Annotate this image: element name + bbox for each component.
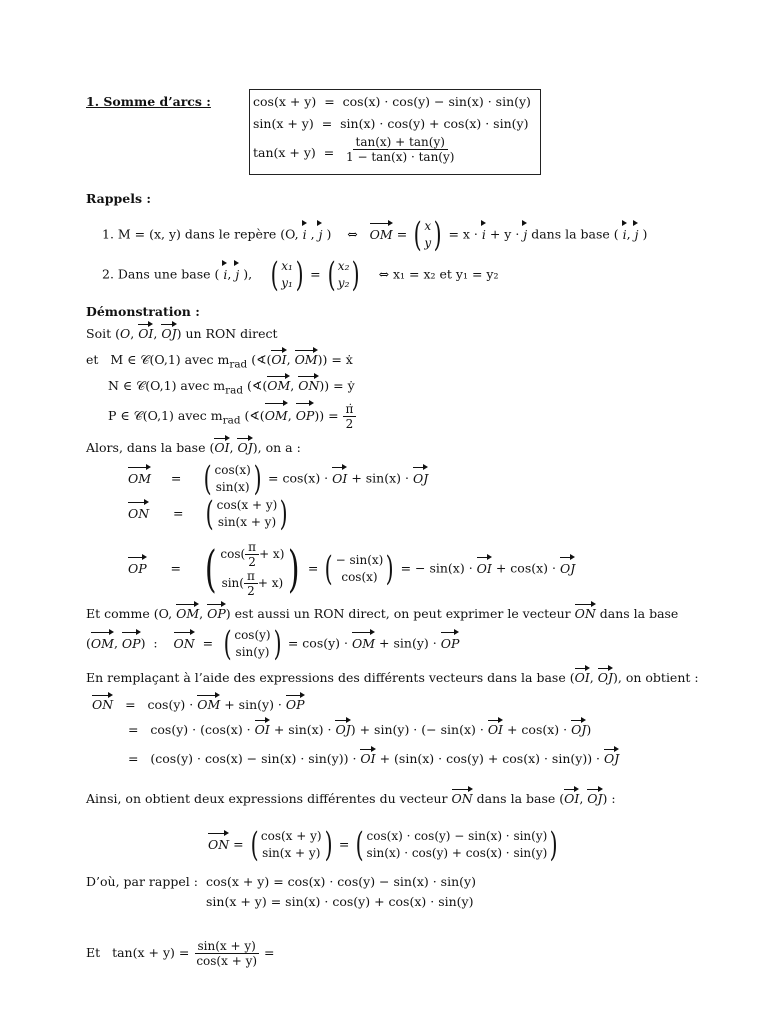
vec-oi: OI bbox=[574, 670, 590, 685]
r2d: + sin(y) · bbox=[359, 722, 418, 737]
vec-j: j bbox=[319, 225, 323, 245]
vec-om: OM bbox=[267, 378, 291, 393]
dou-l1: cos(x + y) = cos(x) · cos(y) − sin(x) · sin(y) bbox=[206, 874, 476, 889]
r1: cos(y) · bbox=[147, 697, 194, 712]
rappels-title: Rappels : bbox=[86, 191, 151, 206]
rad: rad bbox=[222, 414, 241, 427]
r1d: = x · bbox=[448, 226, 478, 242]
r2b: cos(x) · bbox=[204, 722, 251, 737]
rem-row1: ON = cos(y) · OM + sin(y) · OP bbox=[92, 697, 305, 712]
r1b: ) bbox=[326, 226, 332, 242]
vec-op: OP bbox=[122, 634, 141, 654]
demo-title: Démonstration : bbox=[86, 304, 200, 319]
m-val: = ẋ bbox=[331, 352, 353, 367]
op-eq: OP = ( cos( $\frac{\pi}{2}$ + x) sin( $\frac{\pi}{2}$ + x) ) = ( − sin(x) cos(x) ) = − sin(x) · OI + cos(x) · OJ bbox=[128, 540, 576, 598]
c2a: : bbox=[153, 635, 158, 651]
c2d: + sin(y) · bbox=[379, 635, 437, 651]
alors-line: Alors, dans la base (OI, OJ), on a : bbox=[86, 440, 301, 455]
vec-on: ON bbox=[451, 791, 473, 806]
om-eq: OM = ( cos(x) sin(x) ) = cos(x) · OI + sin(x) · OJ bbox=[128, 459, 429, 499]
vec-j: j bbox=[235, 265, 239, 285]
f3-lhs: tan(x + y) bbox=[253, 145, 316, 160]
vec-oj: OJ bbox=[604, 751, 620, 766]
soit-line: Soit (O, OI, OJ) un RON direct bbox=[86, 326, 278, 341]
vec-oj: OJ bbox=[335, 722, 351, 737]
vec-om: OM bbox=[197, 697, 221, 712]
p-den: 2 bbox=[345, 417, 354, 431]
vec-om: OM bbox=[128, 469, 151, 489]
cell: sin(y) bbox=[235, 645, 270, 659]
vec-oi: OI bbox=[214, 440, 230, 455]
vec-op: OP bbox=[296, 405, 315, 427]
rad: rad bbox=[229, 358, 248, 371]
vec-om: OM bbox=[265, 405, 288, 427]
cell-x: x bbox=[424, 219, 432, 233]
final-num: sin(x + y) bbox=[195, 939, 259, 954]
r2c: ⇔ x₁ = x₂ et y₁ = y₂ bbox=[378, 266, 499, 282]
vec-on: ON bbox=[128, 504, 149, 524]
ainsi-text: Ainsi, on obtient deux expressions différentes du vecteur ON dans la base (OI, OJ) : bbox=[86, 791, 616, 806]
om-rhs2: + sin(x) · bbox=[351, 470, 409, 486]
op-rhs2: + cos(x) · bbox=[495, 560, 556, 576]
comma: , bbox=[310, 226, 315, 242]
vec-oi: OI bbox=[487, 722, 503, 737]
r2e: − sin(x) · bbox=[426, 722, 484, 737]
p-text: P ∈ 𝒞(O,1) avec m bbox=[108, 408, 223, 423]
vec-oj: OJ bbox=[597, 670, 613, 685]
r1g: ) bbox=[642, 226, 648, 242]
vec-j: j bbox=[635, 225, 639, 245]
vec-op: OP bbox=[207, 606, 226, 621]
section-title: 1. Somme d’arcs : bbox=[86, 94, 211, 109]
vec-oi: OI bbox=[564, 791, 580, 806]
vec-oj: OJ bbox=[587, 791, 603, 806]
cell: sin(x) bbox=[215, 480, 250, 494]
cell: − sin(x) bbox=[335, 553, 384, 567]
cell: cos(x + y) bbox=[260, 829, 322, 843]
rappel-item-2: 2. Dans une base ( i, j ), ( x₁ y₁ ) = ( x₂ y₂ ) ⇔ x₁ = x₂ et y₁ = y₂ bbox=[102, 255, 499, 295]
cell-x2: x₂ bbox=[337, 259, 350, 273]
vec-on: ON bbox=[174, 634, 195, 654]
cell: cos(y) bbox=[234, 628, 271, 642]
vec-oj: OJ bbox=[237, 440, 253, 455]
vec-om: OM bbox=[370, 225, 393, 245]
comme-line2: (OM, OP) : ON = ( cos(y) sin(y) ) = cos(y) · OM + sin(y) · OP bbox=[86, 624, 460, 664]
vec-om: OM bbox=[352, 634, 375, 654]
vec-oi: OI bbox=[477, 559, 492, 579]
cell: cos( $\frac{\pi}{2}$ + x) bbox=[220, 540, 285, 569]
cell-y2: y₂ bbox=[337, 276, 350, 290]
final-lhs: tan(x + y) = bbox=[112, 945, 190, 960]
r1b: + sin(y) · bbox=[224, 697, 282, 712]
c1a: Et comme (O, bbox=[86, 606, 173, 621]
comme-line1: Et comme (O, OM, OP) est aussi un RON direct, on peut exprimer le vecteur ON dans la base bbox=[86, 606, 679, 621]
vec-oi: OI bbox=[271, 352, 287, 367]
vec-j: j bbox=[523, 225, 527, 245]
dou-label: D’où, par rappel : bbox=[86, 874, 198, 889]
vec-oi: OI bbox=[138, 326, 154, 341]
vec-om: OM bbox=[294, 352, 318, 367]
alors: Alors, dans la base bbox=[86, 440, 206, 455]
vec-op: OP bbox=[441, 634, 460, 654]
f1-rhs: cos(x) · cos(y) − sin(x) · sin(y) bbox=[342, 94, 531, 109]
vec-oj: OJ bbox=[161, 326, 177, 341]
rem-a: En remplaçant à l’aide des expressions des différents vecteurs dans la base bbox=[86, 670, 566, 685]
vec-oi: OI bbox=[254, 722, 270, 737]
p-line: P ∈ 𝒞(O,1) avec $m_{rad}$ (∢(OM, OP)) = $\frac{\pi̇}{2}$ bbox=[108, 402, 356, 432]
vec-on: ON bbox=[298, 378, 320, 393]
vec-om: OM bbox=[176, 606, 200, 621]
cell: sin(x + y) bbox=[217, 515, 277, 529]
formula-sin bbox=[253, 116, 528, 132]
final-eq: = bbox=[264, 945, 275, 960]
rem-row3: = (cos(y) · cos(x) − sin(x) · sin(y)) · OI + (sin(x) · cos(y) + cos(x) · sin(y)) · OJ bbox=[128, 751, 620, 766]
ainsi-c: : bbox=[611, 791, 616, 806]
cell-x1: x₁ bbox=[281, 259, 293, 273]
vec-op: OP bbox=[128, 559, 147, 579]
vec-oi: OI bbox=[332, 469, 347, 489]
rad: rad bbox=[225, 384, 244, 397]
et-m-line: et M ∈ 𝒞(O,1) avec $m_{rad}$ (∢(OI, OM)) = ẋ bbox=[86, 352, 353, 371]
p-num: π̇ bbox=[343, 402, 357, 417]
dou-l2: sin(x + y) = sin(x) · cos(y) + cos(x) · sin(y) bbox=[206, 894, 474, 909]
cell-y1: y₁ bbox=[281, 276, 293, 290]
n-text: N ∈ 𝒞(O,1) avec m bbox=[108, 378, 226, 393]
c2b: = bbox=[202, 635, 214, 651]
formula-tan-lhs bbox=[253, 145, 334, 161]
n-line: N ∈ 𝒞(O,1) avec $m_{rad}$ (∢(OM, ON)) = ẏ bbox=[108, 378, 355, 397]
soit-b: un RON direct bbox=[185, 326, 278, 341]
ainsi-b: dans la base bbox=[476, 791, 556, 806]
vec-i: i bbox=[303, 225, 307, 245]
n-val: = ẏ bbox=[333, 378, 355, 393]
c1c: dans la base bbox=[599, 606, 679, 621]
ainsi-a: Ainsi, on obtient deux expressions différentes du vecteur bbox=[86, 791, 448, 806]
vec-oj: OJ bbox=[560, 559, 575, 579]
r1f: dans la base ( bbox=[531, 226, 619, 242]
om-rhs: = cos(x) · bbox=[268, 470, 329, 486]
r2a: 2. Dans une base ( bbox=[102, 266, 220, 282]
equiv-sign: ⇔ bbox=[347, 226, 358, 242]
eq: = bbox=[324, 94, 335, 109]
f3-den: 1 − tan(x) · tan(y) bbox=[346, 150, 455, 164]
final-et: Et bbox=[86, 945, 101, 960]
r3a: (cos(y) · cos(x) − sin(x) · sin(y)) · bbox=[150, 751, 357, 766]
remplacant-text: En remplaçant à l’aide des expressions des différents vecteurs dans la base (OI, OJ), on obtient : bbox=[86, 670, 699, 685]
r2f: + cos(x) · bbox=[506, 722, 568, 737]
op-rhs: = − sin(x) · bbox=[400, 560, 473, 576]
cell: cos(x + y) bbox=[216, 498, 278, 512]
vec-op: OP bbox=[285, 697, 305, 712]
et: et bbox=[86, 352, 99, 367]
formula-tan-frac bbox=[343, 135, 457, 164]
rappel-item-1: 1. M = (x, y) dans le repère (O, i , j ) ⇔ OM = ( x y ) = x · i + y · j dans la base ( i, j ) bbox=[102, 215, 648, 255]
cell: cos(x) · cos(y) − sin(x) · sin(y) bbox=[366, 829, 548, 843]
c2c: = cos(y) · bbox=[287, 635, 349, 651]
vec-i: i bbox=[223, 265, 227, 285]
m-line: M ∈ 𝒞(O,1) avec m bbox=[110, 352, 230, 367]
vec-i: i bbox=[482, 225, 486, 245]
final-den: cos(x + y) bbox=[196, 954, 258, 968]
vec-oi: OI bbox=[360, 751, 376, 766]
f1-lhs: cos(x + y) bbox=[253, 94, 317, 109]
rem-row2: = cos(y) · (cos(x) · OI + sin(x) · OJ) + sin(y) · (− sin(x) · OI + cos(x) · OJ) bbox=[128, 722, 592, 737]
cell: sin( $\frac{\pi}{2}$ + x) bbox=[221, 569, 284, 598]
cell: cos(x) bbox=[214, 463, 251, 477]
r3b: + (sin(x) · cos(y) + cos(x) · sin(y)) · bbox=[379, 751, 601, 766]
vec-oj: OJ bbox=[413, 469, 428, 489]
vec-om: OM bbox=[91, 634, 114, 654]
eq: = bbox=[321, 116, 333, 131]
formula-cos bbox=[253, 94, 531, 110]
vec-oj: OJ bbox=[571, 722, 587, 737]
vec-i: i bbox=[623, 225, 627, 245]
on-eq: ON = ( cos(x + y) sin(x + y) ) bbox=[128, 494, 288, 534]
rem-b: , on obtient : bbox=[617, 670, 699, 685]
cell: cos(x) bbox=[341, 570, 378, 584]
cell: sin(x + y) bbox=[262, 846, 321, 860]
ainsi-eq: ON = ( cos(x + y) sin(x + y) ) = ( cos(x) · cos(y) − sin(x) · sin(y) sin(x) · cos(y) + cos(x) · sin(y) ) bbox=[208, 825, 558, 865]
f2-rhs: sin(x) · cos(y) + cos(x) · sin(y) bbox=[340, 116, 529, 131]
r2b: ), bbox=[243, 266, 253, 282]
r1a: 1. M = (x, y) dans le repère (O, bbox=[102, 226, 299, 242]
soit: Soit bbox=[86, 326, 112, 341]
eq: = bbox=[323, 145, 335, 160]
cell: sin(x) · cos(y) + cos(x) · sin(y) bbox=[366, 846, 548, 860]
r1e: + y · bbox=[489, 226, 520, 242]
vec-on: ON bbox=[574, 606, 596, 621]
final-line bbox=[86, 939, 275, 968]
r2a: cos(y) · bbox=[150, 722, 197, 737]
vec-on: ON bbox=[92, 697, 114, 712]
r2c: + sin(x) · bbox=[273, 722, 332, 737]
c1b: ) est aussi un RON direct, on peut exprimer le vecteur bbox=[225, 606, 571, 621]
cell-y: y bbox=[424, 236, 432, 250]
alors-b: , on a : bbox=[257, 440, 301, 455]
f3-num: tan(x) + tan(y) bbox=[353, 135, 448, 150]
f2-lhs: sin(x + y) bbox=[253, 116, 314, 131]
vec-on: ON bbox=[208, 835, 229, 855]
